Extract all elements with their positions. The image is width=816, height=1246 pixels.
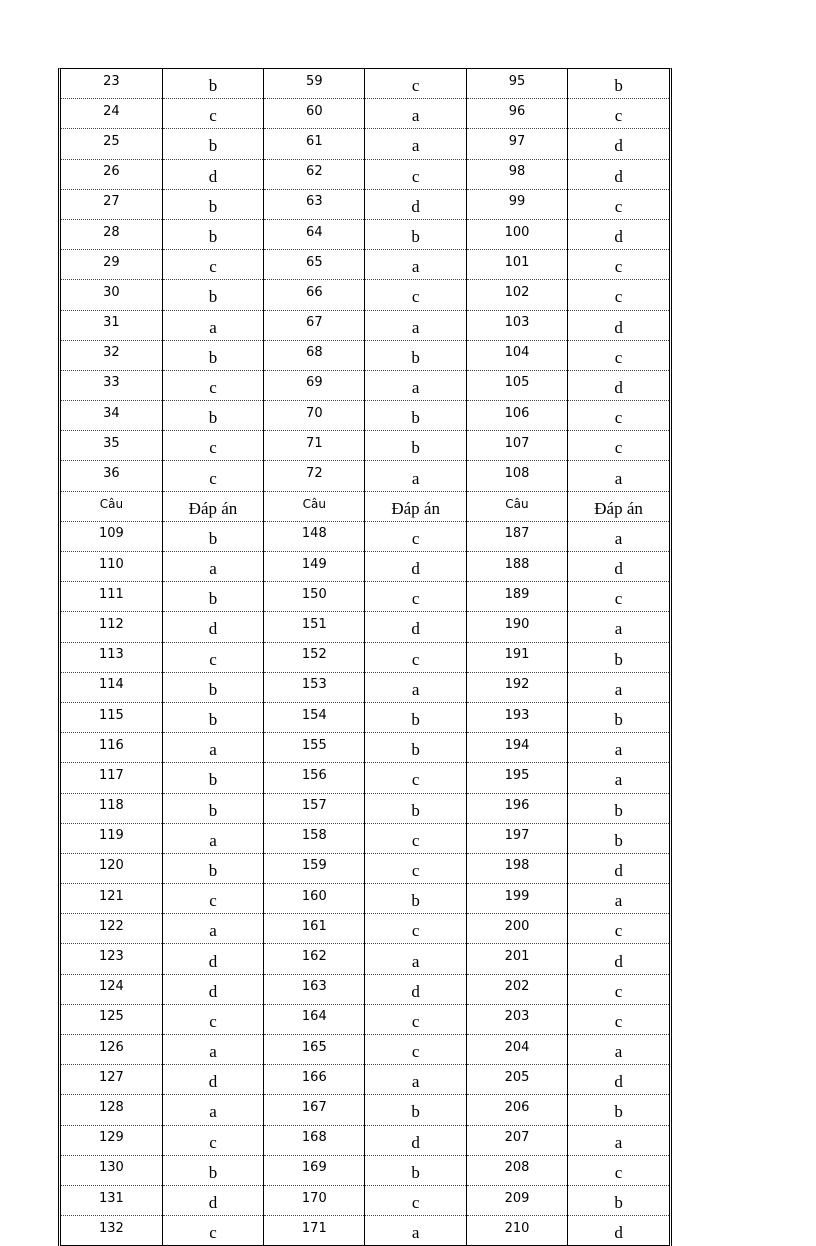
table-row bbox=[61, 552, 669, 582]
answer-letter: c bbox=[365, 69, 466, 99]
question-number: 113 bbox=[61, 642, 162, 672]
table-row bbox=[61, 219, 669, 249]
question-number: 114 bbox=[61, 672, 162, 702]
answer-key-table bbox=[61, 69, 669, 1246]
answer-letter: a bbox=[365, 672, 466, 702]
answer-letter: a bbox=[365, 1065, 466, 1095]
answer-letter: d bbox=[568, 310, 669, 340]
answer-letter: b bbox=[365, 793, 466, 823]
question-number: 205 bbox=[466, 1065, 567, 1095]
question-number: 209 bbox=[466, 1185, 567, 1215]
question-number: 162 bbox=[264, 944, 365, 974]
answer-letter: d bbox=[568, 159, 669, 189]
answer-letter: b bbox=[162, 69, 263, 99]
table-row bbox=[61, 310, 669, 340]
answer-letter: d bbox=[365, 1125, 466, 1155]
question-number: 59 bbox=[264, 69, 365, 99]
table-row bbox=[61, 99, 669, 129]
question-number: 123 bbox=[61, 944, 162, 974]
question-number: 95 bbox=[466, 69, 567, 99]
answer-letter: a bbox=[162, 310, 263, 340]
column-header-answer: Đáp án bbox=[162, 491, 263, 521]
table-row bbox=[61, 944, 669, 974]
answer-letter: d bbox=[568, 552, 669, 582]
table-row bbox=[61, 612, 669, 642]
table-row bbox=[61, 1216, 669, 1246]
question-number: 131 bbox=[61, 1185, 162, 1215]
answer-letter: a bbox=[365, 1216, 466, 1246]
question-number: 155 bbox=[264, 733, 365, 763]
question-number: 72 bbox=[264, 461, 365, 491]
answer-letter: c bbox=[365, 763, 466, 793]
answer-letter: a bbox=[568, 733, 669, 763]
answer-letter: c bbox=[162, 99, 263, 129]
question-number: 170 bbox=[264, 1185, 365, 1215]
question-number: 153 bbox=[264, 672, 365, 702]
table-row bbox=[61, 702, 669, 732]
answer-letter: b bbox=[568, 69, 669, 99]
question-number: 165 bbox=[264, 1035, 365, 1065]
answer-letter: b bbox=[162, 853, 263, 883]
table-row bbox=[61, 1185, 669, 1215]
table-row bbox=[61, 461, 669, 491]
question-number: 171 bbox=[264, 1216, 365, 1246]
answer-letter: c bbox=[568, 1004, 669, 1034]
answer-letter: d bbox=[365, 552, 466, 582]
question-number: 25 bbox=[61, 129, 162, 159]
answer-letter: d bbox=[568, 370, 669, 400]
table-row bbox=[61, 189, 669, 219]
question-number: 210 bbox=[466, 1216, 567, 1246]
question-number: 115 bbox=[61, 702, 162, 732]
answer-letter: d bbox=[365, 974, 466, 1004]
question-number: 62 bbox=[264, 159, 365, 189]
answer-letter: d bbox=[162, 944, 263, 974]
answer-letter: c bbox=[568, 99, 669, 129]
column-header-question: Câu bbox=[466, 491, 567, 521]
question-number: 101 bbox=[466, 250, 567, 280]
answer-letter: a bbox=[162, 733, 263, 763]
table-row bbox=[61, 1004, 669, 1034]
question-number: 111 bbox=[61, 582, 162, 612]
answer-letter: c bbox=[162, 884, 263, 914]
table-row bbox=[61, 521, 669, 551]
question-number: 129 bbox=[61, 1125, 162, 1155]
answer-letter: b bbox=[365, 431, 466, 461]
question-number: 188 bbox=[466, 552, 567, 582]
answer-letter: c bbox=[162, 1004, 263, 1034]
answer-letter: a bbox=[162, 552, 263, 582]
answer-letter: a bbox=[162, 1035, 263, 1065]
question-number: 112 bbox=[61, 612, 162, 642]
answer-letter: a bbox=[568, 763, 669, 793]
answer-letter: c bbox=[365, 823, 466, 853]
question-number: 203 bbox=[466, 1004, 567, 1034]
question-number: 196 bbox=[466, 793, 567, 823]
question-number: 126 bbox=[61, 1035, 162, 1065]
question-number: 189 bbox=[466, 582, 567, 612]
question-number: 118 bbox=[61, 793, 162, 823]
answer-letter: c bbox=[568, 250, 669, 280]
question-number: 63 bbox=[264, 189, 365, 219]
table-row bbox=[61, 733, 669, 763]
question-number: 107 bbox=[466, 431, 567, 461]
answer-letter: c bbox=[365, 280, 466, 310]
answer-letter: b bbox=[162, 521, 263, 551]
table-row bbox=[61, 974, 669, 1004]
answer-letter: a bbox=[365, 944, 466, 974]
table-row bbox=[61, 642, 669, 672]
question-number: 64 bbox=[264, 219, 365, 249]
question-number: 208 bbox=[466, 1155, 567, 1185]
answer-letter: d bbox=[365, 189, 466, 219]
answer-letter: b bbox=[162, 280, 263, 310]
answer-letter: d bbox=[568, 129, 669, 159]
question-number: 204 bbox=[466, 1035, 567, 1065]
question-number: 166 bbox=[264, 1065, 365, 1095]
answer-letter: b bbox=[365, 702, 466, 732]
answer-letter: a bbox=[365, 99, 466, 129]
question-number: 163 bbox=[264, 974, 365, 1004]
answer-letter: b bbox=[162, 1155, 263, 1185]
answer-letter: d bbox=[162, 159, 263, 189]
answer-letter: c bbox=[365, 582, 466, 612]
answer-letter: c bbox=[365, 521, 466, 551]
answer-letter: d bbox=[568, 1065, 669, 1095]
question-number: 194 bbox=[466, 733, 567, 763]
question-number: 108 bbox=[466, 461, 567, 491]
question-number: 202 bbox=[466, 974, 567, 1004]
answer-letter: a bbox=[162, 914, 263, 944]
answer-letter: b bbox=[162, 702, 263, 732]
answer-letter: a bbox=[568, 1125, 669, 1155]
answer-key-sheet bbox=[58, 68, 672, 1246]
question-number: 201 bbox=[466, 944, 567, 974]
question-number: 125 bbox=[61, 1004, 162, 1034]
answer-letter: a bbox=[365, 250, 466, 280]
question-number: 106 bbox=[466, 401, 567, 431]
answer-letter: d bbox=[568, 853, 669, 883]
question-number: 67 bbox=[264, 310, 365, 340]
question-number: 206 bbox=[466, 1095, 567, 1125]
table-row bbox=[61, 582, 669, 612]
table-row bbox=[61, 401, 669, 431]
question-number: 29 bbox=[61, 250, 162, 280]
question-number: 187 bbox=[466, 521, 567, 551]
answer-letter: b bbox=[568, 823, 669, 853]
table-row bbox=[61, 129, 669, 159]
table-row bbox=[61, 280, 669, 310]
question-number: 66 bbox=[264, 280, 365, 310]
answer-letter: a bbox=[568, 521, 669, 551]
question-number: 128 bbox=[61, 1095, 162, 1125]
question-number: 65 bbox=[264, 250, 365, 280]
question-number: 24 bbox=[61, 99, 162, 129]
question-number: 117 bbox=[61, 763, 162, 793]
answer-letter: c bbox=[568, 582, 669, 612]
table-row bbox=[61, 1125, 669, 1155]
question-number: 31 bbox=[61, 310, 162, 340]
question-number: 103 bbox=[466, 310, 567, 340]
answer-letter: a bbox=[162, 1095, 263, 1125]
answer-letter: b bbox=[568, 642, 669, 672]
answer-letter: b bbox=[365, 219, 466, 249]
answer-letter: b bbox=[365, 733, 466, 763]
answer-letter: d bbox=[568, 944, 669, 974]
answer-letter: b bbox=[162, 582, 263, 612]
table-row bbox=[61, 1035, 669, 1065]
answer-letter: b bbox=[568, 1185, 669, 1215]
header-row bbox=[61, 491, 669, 521]
question-number: 96 bbox=[466, 99, 567, 129]
answer-letter: c bbox=[162, 370, 263, 400]
question-number: 200 bbox=[466, 914, 567, 944]
question-number: 150 bbox=[264, 582, 365, 612]
answer-letter: c bbox=[568, 401, 669, 431]
question-number: 161 bbox=[264, 914, 365, 944]
answer-table-body bbox=[61, 69, 669, 1246]
question-number: 119 bbox=[61, 823, 162, 853]
answer-letter: d bbox=[162, 1185, 263, 1215]
question-number: 71 bbox=[264, 431, 365, 461]
answer-letter: b bbox=[162, 793, 263, 823]
answer-letter: b bbox=[365, 1095, 466, 1125]
column-header-question: Câu bbox=[264, 491, 365, 521]
answer-letter: c bbox=[568, 340, 669, 370]
answer-letter: a bbox=[162, 823, 263, 853]
question-number: 121 bbox=[61, 884, 162, 914]
answer-letter: b bbox=[365, 340, 466, 370]
question-number: 197 bbox=[466, 823, 567, 853]
answer-letter: c bbox=[365, 1035, 466, 1065]
answer-letter: c bbox=[365, 642, 466, 672]
answer-letter: c bbox=[568, 189, 669, 219]
answer-letter: c bbox=[162, 1216, 263, 1246]
table-row bbox=[61, 914, 669, 944]
question-number: 23 bbox=[61, 69, 162, 99]
answer-letter: c bbox=[365, 1004, 466, 1034]
answer-letter: d bbox=[162, 612, 263, 642]
question-number: 34 bbox=[61, 401, 162, 431]
question-number: 158 bbox=[264, 823, 365, 853]
answer-letter: c bbox=[162, 461, 263, 491]
question-number: 154 bbox=[264, 702, 365, 732]
answer-letter: a bbox=[568, 884, 669, 914]
answer-letter: c bbox=[365, 914, 466, 944]
answer-letter: c bbox=[568, 914, 669, 944]
question-number: 195 bbox=[466, 763, 567, 793]
answer-letter: c bbox=[568, 1155, 669, 1185]
table-row bbox=[61, 431, 669, 461]
question-number: 60 bbox=[264, 99, 365, 129]
answer-letter: a bbox=[568, 461, 669, 491]
answer-letter: b bbox=[568, 793, 669, 823]
table-row bbox=[61, 672, 669, 702]
answer-letter: b bbox=[162, 340, 263, 370]
answer-letter: b bbox=[568, 1095, 669, 1125]
answer-letter: c bbox=[365, 159, 466, 189]
table-row bbox=[61, 1155, 669, 1185]
question-number: 68 bbox=[264, 340, 365, 370]
answer-letter: c bbox=[365, 853, 466, 883]
answer-letter: a bbox=[568, 1035, 669, 1065]
question-number: 97 bbox=[466, 129, 567, 159]
table-row bbox=[61, 884, 669, 914]
answer-letter: b bbox=[568, 702, 669, 732]
table-row bbox=[61, 823, 669, 853]
answer-letter: d bbox=[365, 612, 466, 642]
question-number: 26 bbox=[61, 159, 162, 189]
answer-letter: b bbox=[162, 219, 263, 249]
answer-letter: b bbox=[365, 1155, 466, 1185]
answer-letter: d bbox=[568, 1216, 669, 1246]
question-number: 198 bbox=[466, 853, 567, 883]
question-number: 99 bbox=[466, 189, 567, 219]
question-number: 156 bbox=[264, 763, 365, 793]
question-number: 124 bbox=[61, 974, 162, 1004]
question-number: 122 bbox=[61, 914, 162, 944]
question-number: 148 bbox=[264, 521, 365, 551]
table-row bbox=[61, 370, 669, 400]
answer-letter: b bbox=[162, 189, 263, 219]
question-number: 30 bbox=[61, 280, 162, 310]
answer-letter: c bbox=[568, 280, 669, 310]
question-number: 32 bbox=[61, 340, 162, 370]
answer-letter: a bbox=[365, 461, 466, 491]
question-number: 105 bbox=[466, 370, 567, 400]
question-number: 130 bbox=[61, 1155, 162, 1185]
question-number: 168 bbox=[264, 1125, 365, 1155]
answer-letter: a bbox=[365, 129, 466, 159]
column-header-question: Câu bbox=[61, 491, 162, 521]
answer-letter: d bbox=[162, 1065, 263, 1095]
question-number: 33 bbox=[61, 370, 162, 400]
table-row bbox=[61, 793, 669, 823]
answer-letter: a bbox=[365, 370, 466, 400]
answer-letter: c bbox=[162, 1125, 263, 1155]
question-number: 192 bbox=[466, 672, 567, 702]
question-number: 70 bbox=[264, 401, 365, 431]
question-number: 159 bbox=[264, 853, 365, 883]
table-row bbox=[61, 159, 669, 189]
question-number: 191 bbox=[466, 642, 567, 672]
answer-letter: d bbox=[162, 974, 263, 1004]
question-number: 199 bbox=[466, 884, 567, 914]
answer-letter: b bbox=[162, 672, 263, 702]
question-number: 157 bbox=[264, 793, 365, 823]
table-row bbox=[61, 340, 669, 370]
question-number: 207 bbox=[466, 1125, 567, 1155]
question-number: 152 bbox=[264, 642, 365, 672]
answer-letter: a bbox=[365, 310, 466, 340]
column-header-answer: Đáp án bbox=[365, 491, 466, 521]
answer-letter: b bbox=[162, 129, 263, 159]
question-number: 102 bbox=[466, 280, 567, 310]
question-number: 190 bbox=[466, 612, 567, 642]
question-number: 164 bbox=[264, 1004, 365, 1034]
question-number: 193 bbox=[466, 702, 567, 732]
answer-letter: b bbox=[365, 884, 466, 914]
table-row bbox=[61, 250, 669, 280]
answer-letter: b bbox=[365, 401, 466, 431]
question-number: 120 bbox=[61, 853, 162, 883]
question-number: 35 bbox=[61, 431, 162, 461]
answer-letter: a bbox=[568, 672, 669, 702]
answer-letter: b bbox=[162, 763, 263, 793]
answer-letter: c bbox=[162, 250, 263, 280]
question-number: 36 bbox=[61, 461, 162, 491]
table-row bbox=[61, 1065, 669, 1095]
question-number: 110 bbox=[61, 552, 162, 582]
question-number: 149 bbox=[264, 552, 365, 582]
question-number: 116 bbox=[61, 733, 162, 763]
answer-letter: c bbox=[365, 1185, 466, 1215]
question-number: 160 bbox=[264, 884, 365, 914]
table-row bbox=[61, 69, 669, 99]
answer-letter: b bbox=[162, 401, 263, 431]
question-number: 132 bbox=[61, 1216, 162, 1246]
question-number: 27 bbox=[61, 189, 162, 219]
question-number: 104 bbox=[466, 340, 567, 370]
answer-letter: c bbox=[162, 642, 263, 672]
question-number: 109 bbox=[61, 521, 162, 551]
column-header-answer: Đáp án bbox=[568, 491, 669, 521]
question-number: 100 bbox=[466, 219, 567, 249]
table-row bbox=[61, 1095, 669, 1125]
question-number: 151 bbox=[264, 612, 365, 642]
question-number: 28 bbox=[61, 219, 162, 249]
answer-letter: c bbox=[568, 431, 669, 461]
answer-letter: d bbox=[568, 219, 669, 249]
answer-letter: c bbox=[162, 431, 263, 461]
question-number: 69 bbox=[264, 370, 365, 400]
question-number: 167 bbox=[264, 1095, 365, 1125]
question-number: 127 bbox=[61, 1065, 162, 1095]
answer-letter: a bbox=[568, 612, 669, 642]
answer-letter: c bbox=[568, 974, 669, 1004]
question-number: 98 bbox=[466, 159, 567, 189]
question-number: 169 bbox=[264, 1155, 365, 1185]
table-row bbox=[61, 763, 669, 793]
question-number: 61 bbox=[264, 129, 365, 159]
table-row bbox=[61, 853, 669, 883]
